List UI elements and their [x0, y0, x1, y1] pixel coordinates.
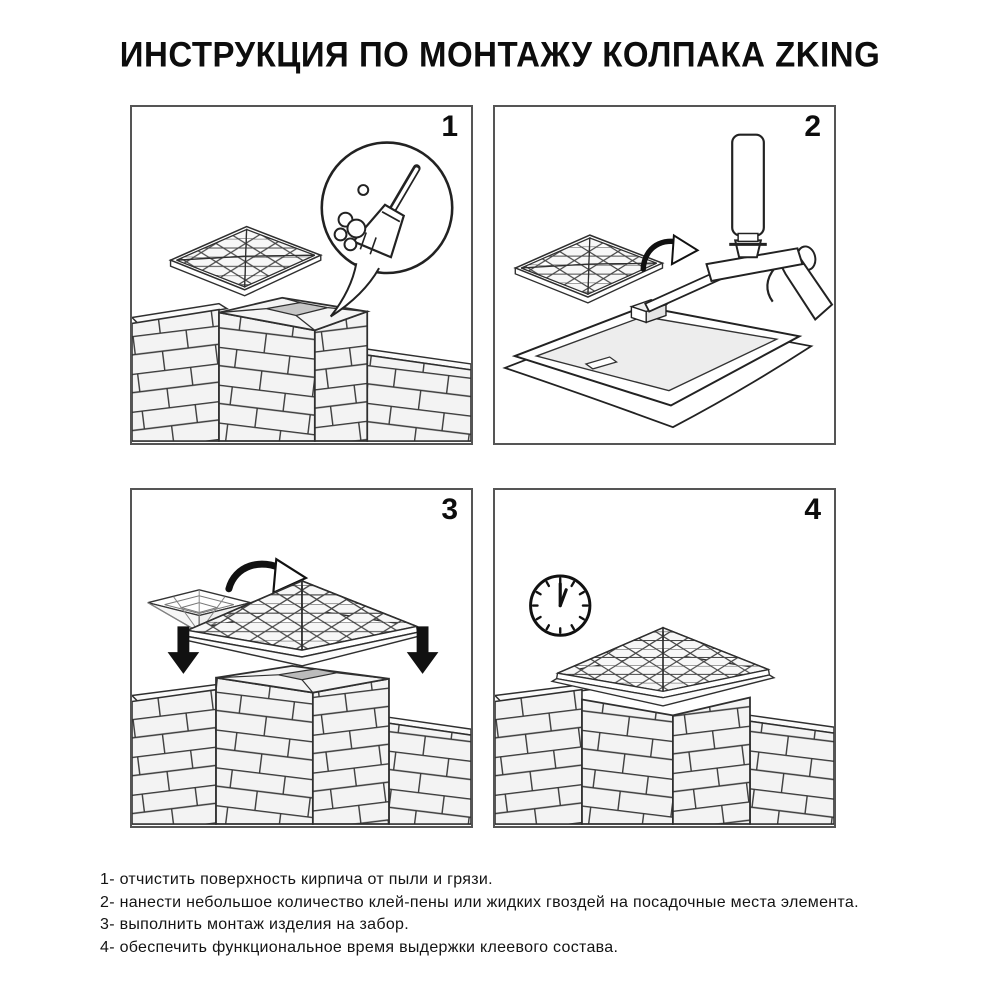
brick-wall-left: [132, 685, 224, 824]
instruction-line-3: 3- выполнить монтаж изделия на забор.: [100, 916, 409, 933]
step-number: 4: [804, 493, 821, 526]
step-panel-3: [130, 488, 473, 828]
step-number: 1: [441, 110, 458, 143]
step4-illustration: [495, 490, 834, 826]
gun-trigger: [767, 268, 774, 302]
instruction-line-2: 2- нанести небольшое количество клей-пены или жидких гвоздей на посадочные места элемента.: [100, 893, 859, 911]
page-title: ИНСТРУКЦИЯ ПО МОНТАЖУ КОЛПАКА ZKING: [119, 34, 881, 74]
step-panel-1: [130, 105, 473, 445]
step-panel-4: [493, 488, 836, 828]
brick-wall-right: [389, 717, 471, 824]
foam-gun-icon: [645, 135, 832, 320]
step1-illustration: [132, 107, 471, 443]
brick-wall-right: [367, 349, 471, 441]
brick-pillar: [216, 666, 389, 824]
step-panel-2: [493, 105, 836, 445]
pillar-cap: [181, 581, 422, 666]
step2-illustration: [495, 107, 834, 443]
brick-pillar: [582, 698, 750, 825]
foam-canister: [732, 135, 764, 236]
brick-wall-left: [495, 685, 590, 824]
step3-illustration: [132, 490, 471, 826]
pillar-cap-mounted: [552, 628, 774, 706]
instruction-line-1: 1- отчистить поверхность кирпича от пыли и грязи.: [100, 871, 493, 888]
brick-wall-left: [132, 304, 227, 441]
brick-pillar: [219, 298, 367, 441]
instruction-line-4: 4- обеспечить функциональное время выдержки клеевого состава.: [100, 938, 619, 956]
step-number: 3: [441, 493, 458, 526]
instruction-list: [100, 869, 960, 959]
cap-underside-tray: [505, 300, 811, 427]
brick-wall-right: [750, 715, 834, 824]
clock-icon: [531, 576, 590, 635]
pillar-cap: [171, 227, 321, 296]
step-number: 2: [804, 110, 821, 143]
pillar-cap-small: [515, 235, 662, 303]
